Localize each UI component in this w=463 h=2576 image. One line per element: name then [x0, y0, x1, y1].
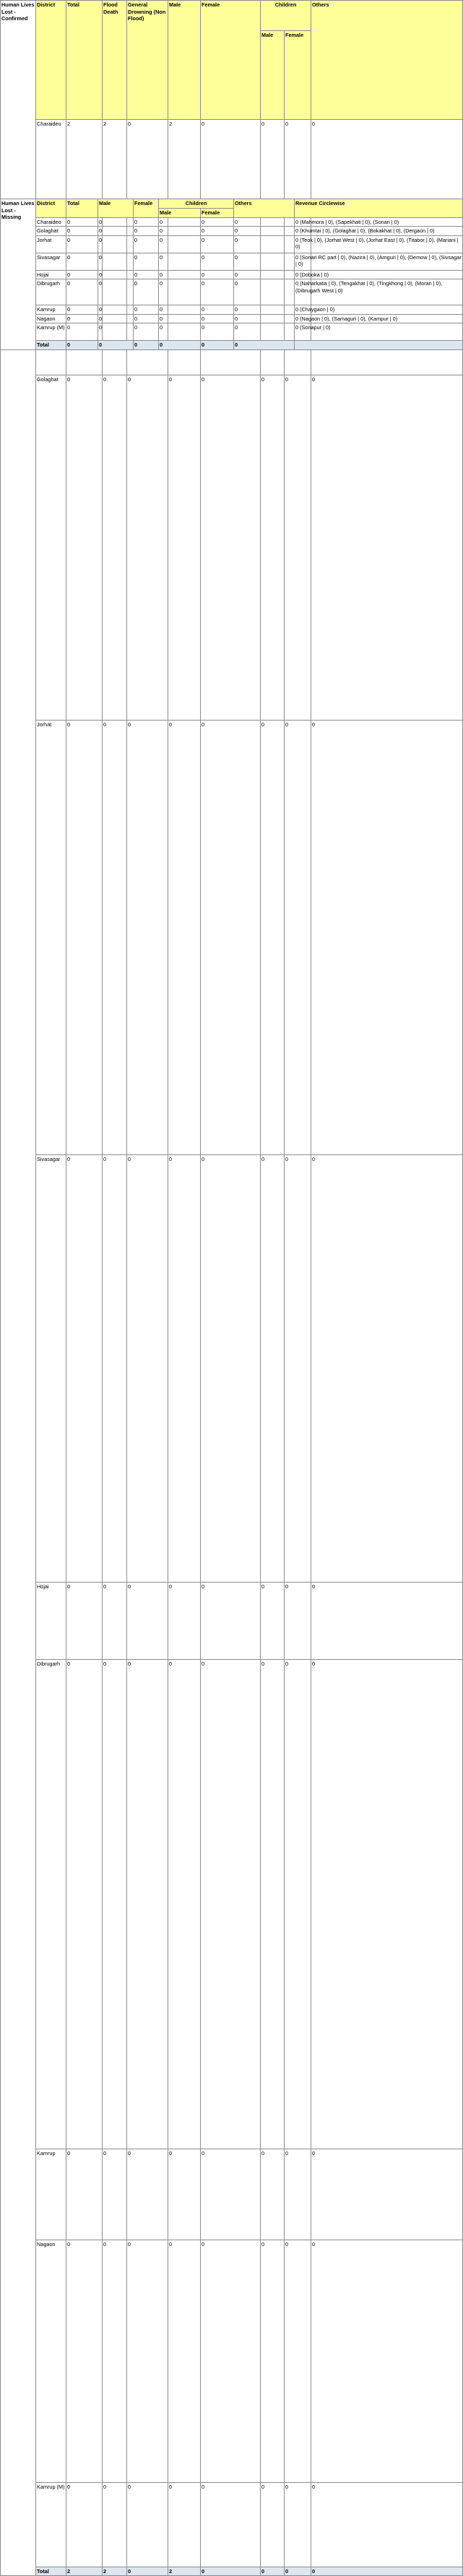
cell-district: Hojai	[36, 270, 66, 279]
cell-children-female: 0	[285, 375, 311, 721]
cell-children-male: 0	[261, 1660, 285, 2149]
cell-general-drowning: 0	[127, 119, 168, 375]
total-label: Total	[36, 341, 66, 350]
cell-total: 0	[66, 253, 98, 270]
cell-flood-death: 2	[103, 119, 127, 375]
cell-children-male: 0	[159, 253, 201, 270]
table-row	[1, 314, 463, 323]
cell-others: 0	[311, 2240, 463, 2483]
total-male: 0	[98, 341, 134, 350]
table-row	[1, 1582, 463, 1660]
cell-male: 0	[98, 227, 134, 236]
cell-male: 0	[98, 270, 134, 279]
cell-children-male: 0	[261, 119, 285, 375]
cell-total: 0	[66, 2240, 103, 2483]
header-district: District	[36, 199, 66, 218]
cell-children-male: 0	[261, 1582, 285, 1660]
cell-children-female: 0	[285, 1154, 311, 1582]
cell-children-male: 0	[159, 270, 201, 279]
cell-revenue: 0 (Sonapur | 0)	[295, 323, 463, 341]
cell-revenue: 0 (Doboka | 0)	[295, 270, 463, 279]
cell-female: 0	[134, 314, 159, 323]
cell-male: 0	[168, 1660, 201, 2149]
cell-children-female: 0	[285, 721, 311, 1155]
cell-others: 0	[311, 2149, 463, 2240]
table-row	[1, 2482, 463, 2567]
total-others: 0	[234, 341, 295, 350]
cell-total: 0	[66, 323, 98, 341]
header-general-drowning: General Drowning (Non Flood)	[127, 1, 168, 120]
cell-children-male: 0	[159, 217, 201, 227]
table-row	[1, 1660, 463, 2149]
cell-revenue: 0 (Naharkatia | 0), (Tengakhat | 0), (Tingkhong | 0), (Moran | 0), (Dibrugarh West | 0)	[295, 279, 463, 305]
cell-revenue: 0 (Chaygaon | 0)	[295, 305, 463, 315]
total-children-male: 0	[159, 341, 201, 350]
cell-district: Kamrup	[36, 305, 66, 315]
cell-female: 0	[134, 253, 159, 270]
cell-children-female: 0	[201, 235, 234, 253]
cell-flood-death: 0	[103, 1660, 127, 2149]
table-row	[1, 375, 463, 721]
cell-district: Sivasagar	[36, 1154, 66, 1582]
cell-general-drowning: 0	[127, 2149, 168, 2240]
cell-total: 0	[66, 217, 98, 227]
total-row	[1, 2567, 463, 2576]
cell-district: Golaghat	[36, 375, 66, 721]
cell-total: 0	[66, 1582, 103, 1660]
cell-female: 0	[201, 721, 261, 1155]
cell-general-drowning: 0	[127, 1582, 168, 1660]
cell-district: Kamrup	[36, 2149, 66, 2240]
cell-male: 0	[98, 235, 134, 253]
cell-district: Nagaon	[36, 2240, 66, 2483]
cell-others: 0	[311, 2482, 463, 2567]
header-flood-death: Flood Death	[103, 1, 127, 120]
cell-female: 0	[201, 1582, 261, 1660]
header-total: Total	[66, 199, 98, 218]
cell-female: 0	[134, 217, 159, 227]
cell-children-male: 0	[159, 305, 201, 315]
cell-flood-death: 0	[103, 721, 127, 1155]
cell-total: 0	[66, 1660, 103, 2149]
total-general-drowning: 0	[127, 2567, 168, 2576]
cell-female: 0	[201, 375, 261, 721]
cell-others: 0	[234, 305, 295, 315]
cell-total: 0	[66, 1154, 103, 1582]
cell-district: Kamrup (M)	[36, 2482, 66, 2567]
cell-general-drowning: 0	[127, 1660, 168, 2149]
cell-others: 0	[234, 270, 295, 279]
cell-children-female: 0	[201, 227, 234, 236]
cell-revenue: 0 (Mahmora | 0), (Sapekhati | 0), (Sonari | 0)	[295, 217, 463, 227]
cell-female: 0	[134, 323, 159, 341]
cell-district: Charaideo	[36, 217, 66, 227]
cell-total: 0	[66, 270, 98, 279]
header-children-female: Female	[285, 30, 311, 119]
total-children-male: 0	[261, 2567, 285, 2576]
cell-district: Dibrugarh	[36, 279, 66, 305]
table-row	[1, 253, 463, 270]
cell-district: Charaideo	[36, 119, 66, 375]
cell-others: 0	[234, 279, 295, 305]
cell-others: 0	[311, 721, 463, 1155]
section-label-confirmed: Human Lives Lost - Confirmed	[1, 1, 36, 2576]
header-female: Female	[134, 199, 159, 218]
table-row	[1, 2240, 463, 2483]
cell-total: 0	[66, 227, 98, 236]
cell-female: 0	[134, 227, 159, 236]
cell-total: 0	[66, 235, 98, 253]
cell-general-drowning: 0	[127, 721, 168, 1155]
cell-children-male: 0	[159, 279, 201, 305]
cell-male: 0	[98, 279, 134, 305]
cell-female: 0	[201, 2482, 261, 2567]
cell-female: 0	[201, 2240, 261, 2483]
cell-revenue: 0 (Teok | 0), (Jorhat West | 0), (Jorhat East | 0), (Titabor | 0), (Mariani | 0)	[295, 235, 463, 253]
header-others: Others	[234, 199, 295, 218]
cell-children-female: 0	[201, 217, 234, 227]
total-total: 0	[66, 341, 98, 350]
cell-male: 0	[98, 253, 134, 270]
cell-children-female: 0	[285, 1582, 311, 1660]
table-row	[1, 235, 463, 253]
cell-district: Sivasagar	[36, 253, 66, 270]
total-revenue	[295, 341, 463, 350]
cell-children-female: 0	[285, 2240, 311, 2483]
cell-female: 0	[201, 2149, 261, 2240]
cell-others: 0	[234, 235, 295, 253]
table-row	[1, 2149, 463, 2240]
header-male: Male	[168, 1, 201, 120]
cell-children-male: 0	[261, 721, 285, 1155]
cell-others: 0	[234, 227, 295, 236]
cell-children-female: 0	[201, 270, 234, 279]
cell-flood-death: 0	[103, 2240, 127, 2483]
table-row	[1, 323, 463, 341]
cell-male: 0	[98, 217, 134, 227]
missing-table	[0, 199, 463, 350]
cell-district: Nagaon	[36, 314, 66, 323]
cell-total: 0	[66, 375, 103, 721]
cell-flood-death: 0	[103, 1582, 127, 1660]
cell-female: 0	[201, 119, 261, 375]
cell-children-female: 0	[285, 2149, 311, 2240]
cell-children-female: 0	[201, 323, 234, 341]
cell-revenue: 0 (Nagaon | 0), (Samaguri | 0), (Kampur | 0)	[295, 314, 463, 323]
header-female: Female	[201, 1, 261, 120]
cell-general-drowning: 0	[127, 1154, 168, 1582]
table-row	[1, 217, 463, 227]
cell-male: 0	[168, 721, 201, 1155]
cell-female: 0	[134, 235, 159, 253]
cell-total: 2	[66, 119, 103, 375]
header-male: Male	[98, 199, 134, 218]
cell-total: 0	[66, 279, 98, 305]
cell-children-female: 0	[285, 2482, 311, 2567]
table-row	[1, 227, 463, 236]
header-district: District	[36, 1, 66, 120]
cell-children-female: 0	[201, 314, 234, 323]
cell-others: 0	[234, 323, 295, 341]
table-row	[1, 721, 463, 1155]
cell-male: 0	[168, 375, 201, 721]
total-female: 0	[134, 341, 159, 350]
cell-female: 0	[201, 1660, 261, 2149]
cell-flood-death: 0	[103, 2149, 127, 2240]
cell-others: 0	[311, 1660, 463, 2149]
cell-district: Jorhat	[36, 721, 66, 1155]
cell-general-drowning: 0	[127, 2482, 168, 2567]
cell-male: 0	[98, 323, 134, 341]
header-children-male: Male	[261, 30, 285, 119]
cell-others: 0	[311, 375, 463, 721]
cell-children-female: 0	[201, 305, 234, 315]
cell-revenue: 0 (Sonari RC part | 0), (Nazira | 0), (Amguri | 0), (Demow | 0), (Sivsagar | 0)	[295, 253, 463, 270]
section-label-missing: Human Lives Lost - Missing	[1, 199, 36, 350]
cell-female: 0	[201, 1154, 261, 1582]
header-children: Children	[261, 1, 311, 31]
cell-children-male: 0	[261, 1154, 285, 1582]
cell-general-drowning: 0	[127, 375, 168, 721]
header-children: Children	[159, 199, 234, 209]
total-children-female: 0	[201, 341, 234, 350]
cell-total: 0	[66, 721, 103, 1155]
total-others: 0	[311, 2567, 463, 2576]
header-children-female: Female	[201, 208, 234, 217]
cell-children-male: 0	[159, 323, 201, 341]
table-row	[1, 305, 463, 315]
cell-children-male: 0	[261, 2149, 285, 2240]
cell-male: 2	[168, 119, 201, 375]
cell-male: 0	[168, 1582, 201, 1660]
cell-total: 0	[66, 2149, 103, 2240]
cell-revenue: 0 (Khumtai | 0), (Golaghat | 0), (Bokakhat | 0), (Dergaon | 0)	[295, 227, 463, 236]
cell-others: 0	[311, 119, 463, 375]
total-label: Total	[36, 2567, 66, 2576]
cell-flood-death: 0	[103, 2482, 127, 2567]
cell-children-male: 0	[261, 2482, 285, 2567]
cell-others: 0	[234, 253, 295, 270]
table-row	[1, 1154, 463, 1582]
total-total: 2	[66, 2567, 103, 2576]
cell-total: 0	[66, 314, 98, 323]
cell-children-male: 0	[261, 2240, 285, 2483]
cell-flood-death: 0	[103, 375, 127, 721]
cell-others: 0	[234, 314, 295, 323]
total-flood-death: 2	[103, 2567, 127, 2576]
cell-children-female: 0	[201, 253, 234, 270]
cell-children-male: 0	[159, 314, 201, 323]
cell-others: 0	[234, 217, 295, 227]
table-row	[1, 270, 463, 279]
cell-female: 0	[134, 270, 159, 279]
cell-children-female: 0	[201, 279, 234, 305]
cell-male: 0	[168, 1154, 201, 1582]
cell-district: Kamrup (M)	[36, 323, 66, 341]
cell-district: Dibrugarh	[36, 1660, 66, 2149]
cell-female: 0	[134, 305, 159, 315]
cell-children-male: 0	[159, 227, 201, 236]
header-children-male: Male	[159, 208, 201, 217]
cell-male: 0	[98, 314, 134, 323]
cell-children-male: 0	[261, 375, 285, 721]
cell-children-female: 0	[285, 1660, 311, 2149]
cell-others: 0	[311, 1582, 463, 1660]
cell-children-female: 0	[285, 119, 311, 375]
cell-others: 0	[311, 1154, 463, 1582]
cell-flood-death: 0	[103, 1154, 127, 1582]
cell-district: Jorhat	[36, 235, 66, 253]
cell-male: 0	[98, 305, 134, 315]
cell-male: 0	[168, 2149, 201, 2240]
cell-general-drowning: 0	[127, 2240, 168, 2483]
cell-female: 0	[134, 279, 159, 305]
cell-total: 0	[66, 305, 98, 315]
cell-male: 0	[168, 2482, 201, 2567]
cell-total: 0	[66, 2482, 103, 2567]
total-male: 2	[168, 2567, 201, 2576]
table-row	[1, 279, 463, 305]
total-female: 0	[201, 2567, 261, 2576]
header-revenue: Revenue Circlewise	[295, 199, 463, 218]
cell-children-male: 0	[159, 235, 201, 253]
header-others: Others	[311, 1, 463, 120]
cell-male: 0	[168, 2240, 201, 2483]
header-total: Total	[66, 1, 103, 120]
total-children-female: 0	[285, 2567, 311, 2576]
cell-district: Hojai	[36, 1582, 66, 1660]
cell-district: Golaghat	[36, 227, 66, 236]
total-row	[1, 341, 463, 350]
